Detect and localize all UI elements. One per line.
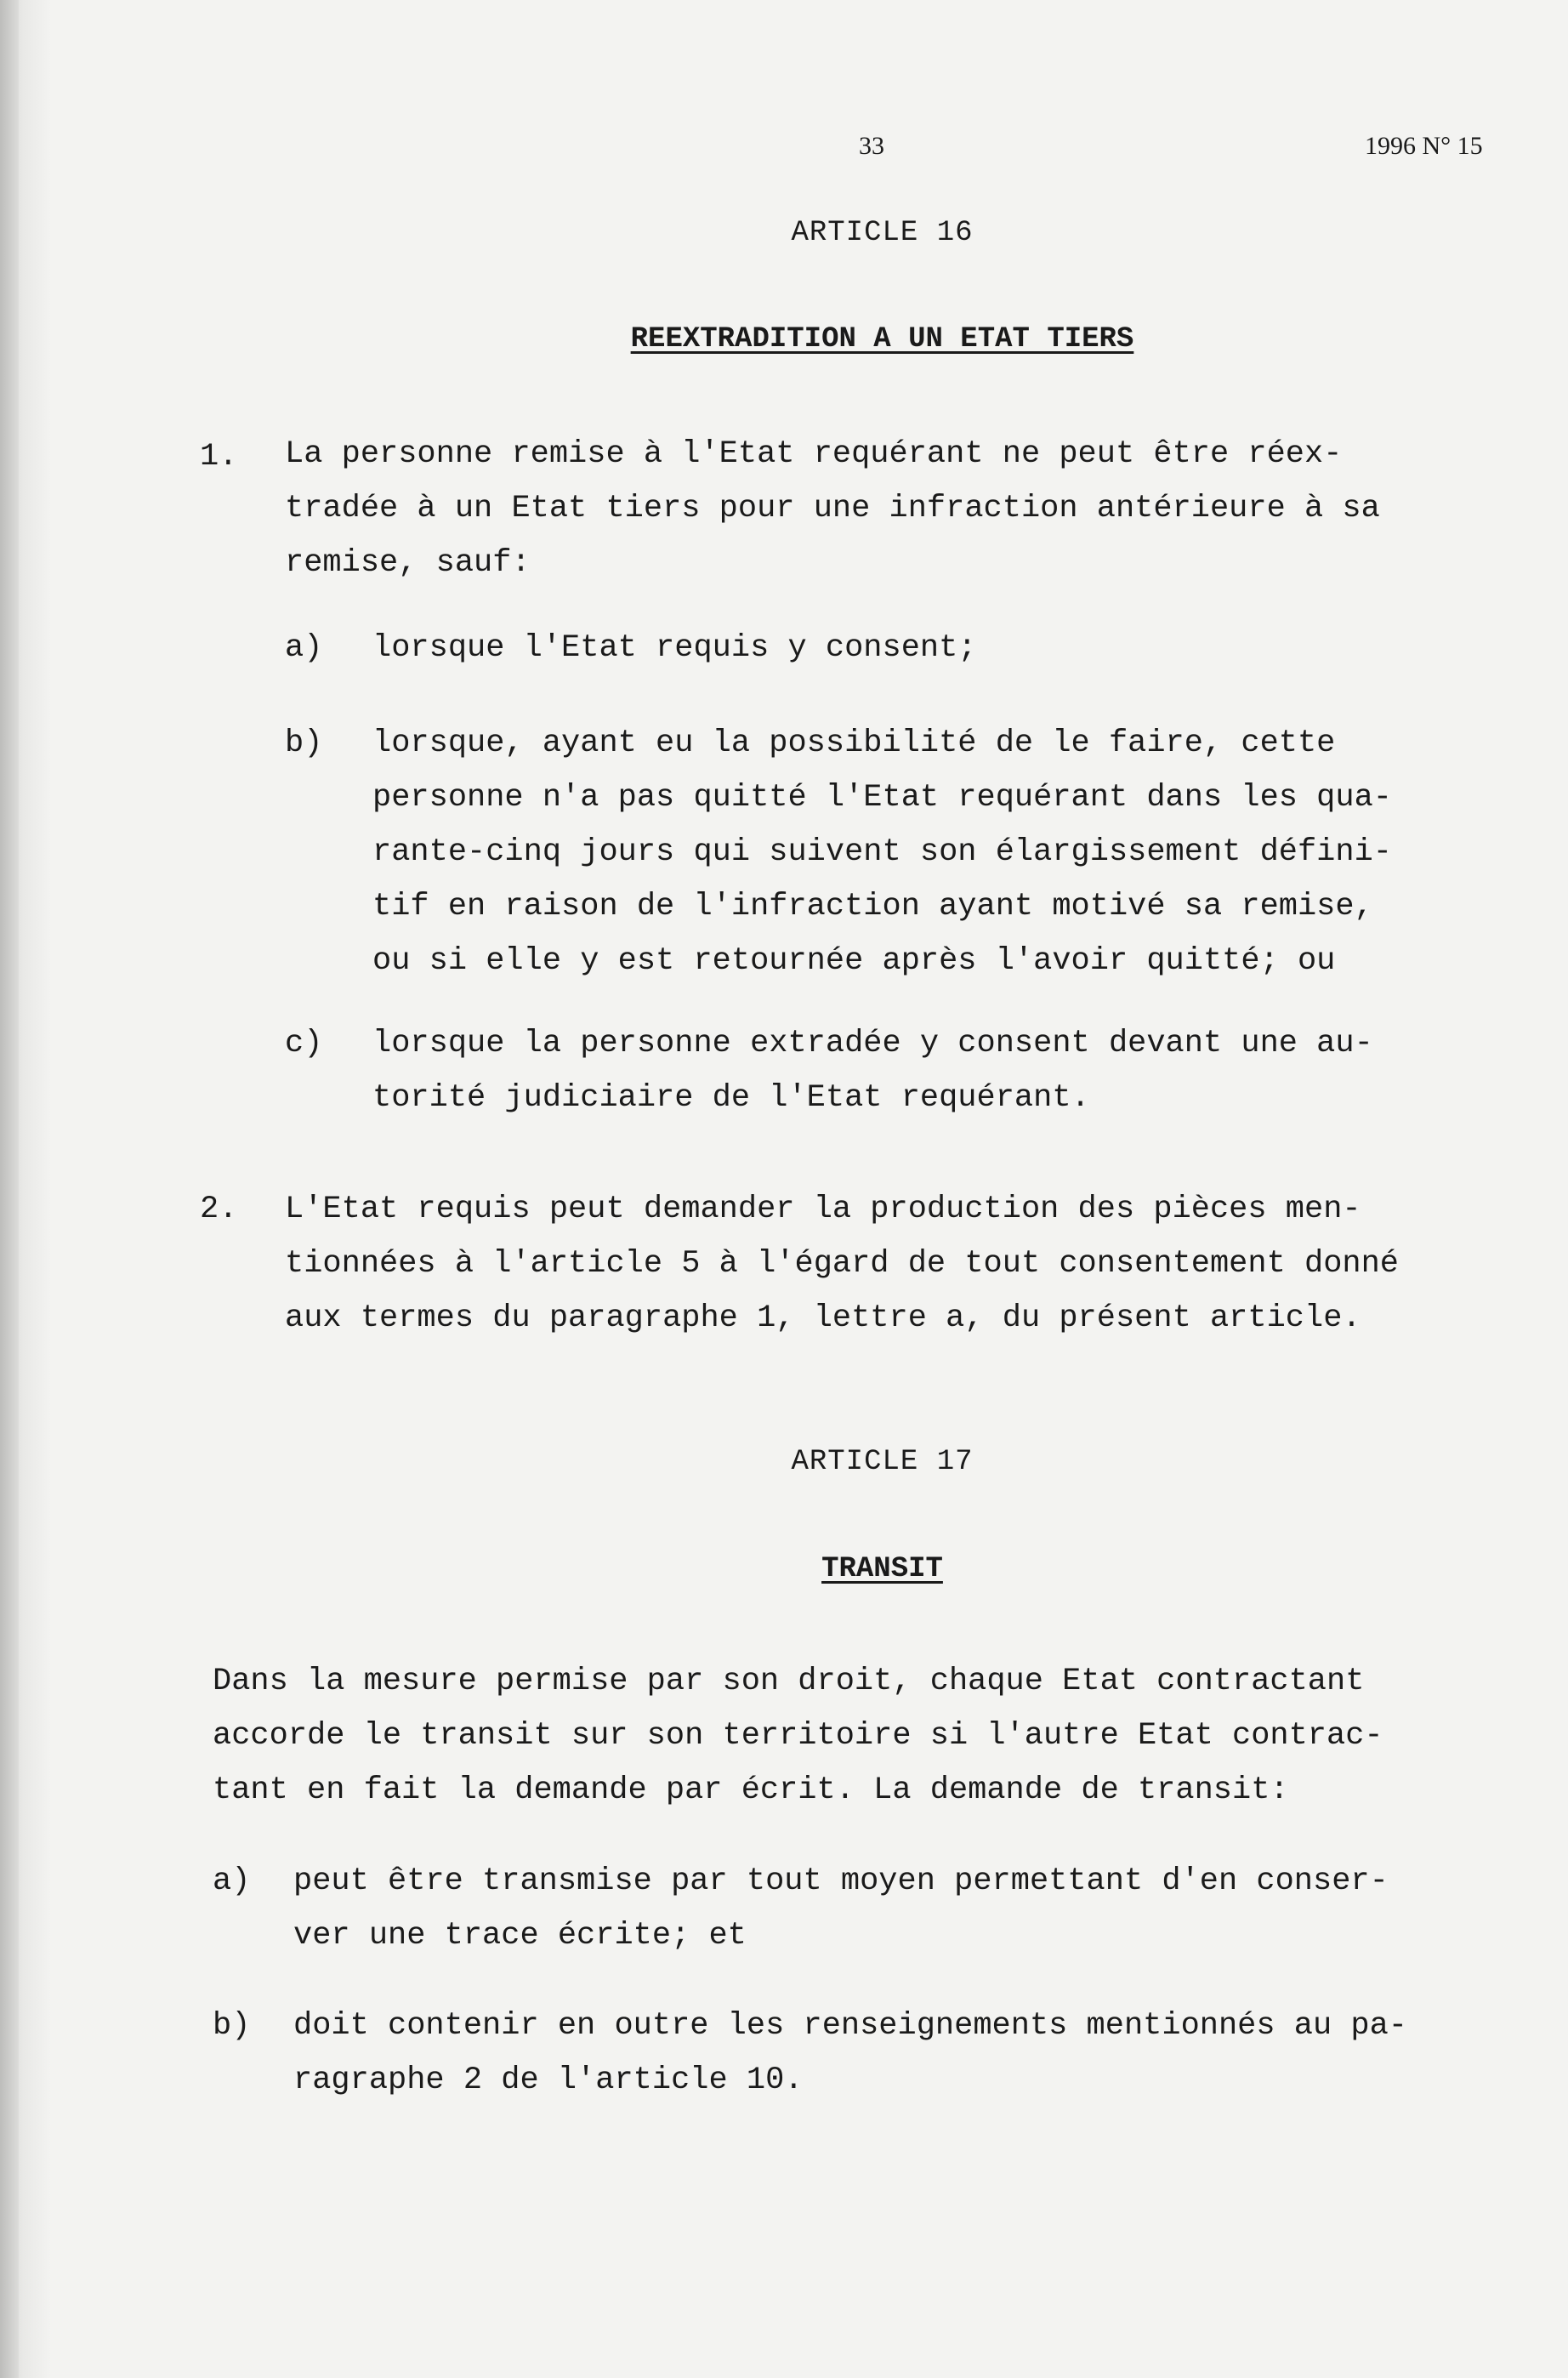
item-a-label: a) [285,630,323,666]
item-b-text: lorsque, ayant eu la possibilité de le faire, cette personne n'a pas quitté l'Etat requérant dans les qua- rante-cinq jours qui suivent son élargissement défini- tif en raison de l'infraction ayant motivé sa remise, ou si elle y est retournée après l'avoir quitté; ou [372,725,1392,979]
item-c-text: lorsque la personne extradée y consent devant une au- torité judiciaire de l'Etat requérant. [372,1026,1373,1116]
article-16-subtitle: REEXTRADITION A UN ETAT TIERS [630,323,1134,356]
series-number: 1996 N° 15 [1365,132,1483,160]
paragraph-2-number: 2. [200,1192,238,1227]
transit-intro-text: Dans la mesure permise par son droit, chaque Etat contractant accorde le transit sur son territoire si l'autre Etat contrac- tant en fait la demande par écrit. La demande de transit: [213,1664,1383,1808]
paragraph-2-text: L'Etat requis peut demander la production des pièces men- tionnées à l'article 5 à l'égard de tout consentement donné aux termes du paragraphe 1, lettre a, du présent article. [285,1192,1400,1336]
transit-item-a-text: peut être transmise par tout moyen permettant d'en conser- ver une trace écrite; et [293,1863,1389,1954]
article-17-subtitle: TRANSIT [821,1553,943,1585]
paragraph-1-number: 1. [200,439,238,475]
binding-gutter [0,0,19,2378]
article-17-title: ARTICLE 17 [791,1446,974,1478]
paragraph-1-text: La personne remise à l'Etat requérant ne peut être réex- tradée à un Etat tiers pour une infraction antérieure à sa remise, sauf: [285,436,1380,581]
article-16-title: ARTICLE 16 [791,217,974,249]
item-b-label: b) [285,725,323,761]
page-header [0,132,1568,166]
transit-item-b-label: b) [213,2008,251,2044]
item-a-text: lorsque l'Etat requis y consent; [372,630,977,666]
transit-item-a-label: a) [213,1863,251,1899]
page-number: 33 [859,132,884,160]
transit-item-b-text: doit contenir en outre les renseignements mentionnés au pa- ragraphe 2 de l'article 10. [293,2008,1408,2098]
item-c-label: c) [285,1026,323,1061]
